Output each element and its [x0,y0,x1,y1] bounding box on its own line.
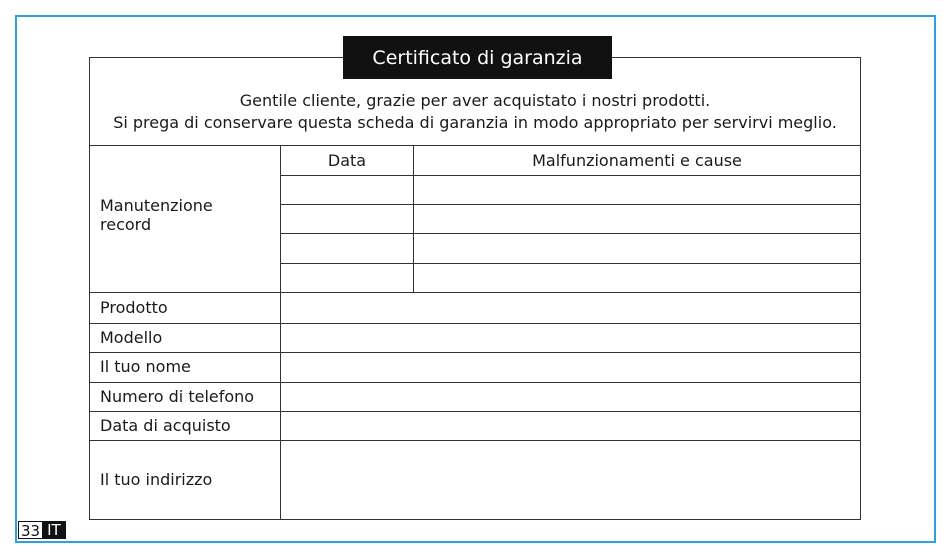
maintenance-row-line-3 [280,263,860,264]
intro-line-2: Si prega di conservare questa scheda di garanzia in modo appropriato per servirvi meglio. [113,113,837,132]
column-header-date: Data [327,151,367,170]
page-number-badge [18,521,66,539]
field-label-name: Il tuo nome [100,357,191,376]
intro-line-1: Gentile cliente, grazie per aver acquistato i nostri prodotti. [239,91,711,110]
warranty-card [89,57,861,520]
column-header-issues: Malfunzionamenti e cause [532,151,742,170]
field-line-product [90,323,860,324]
field-label-purchase-date: Data di acquisto [100,416,231,435]
page-number: 33 [18,521,42,539]
maintenance-label-line-1: Manutenzione [100,196,213,215]
language-code: IT [42,521,66,539]
field-line-purchase [90,440,860,441]
maintenance-label [100,196,213,234]
field-line-name [90,382,860,383]
field-label-phone: Numero di telefono [100,387,255,406]
certificate-title: Certificato di garanzia [343,36,612,79]
field-label-product: Prodotto [100,298,168,317]
field-label-address: Il tuo indirizzo [100,470,213,489]
maintenance-bottom-line [90,292,860,293]
maintenance-row-line-2 [280,233,860,234]
field-label-model: Modello [100,328,163,347]
label-column-divider [280,146,281,520]
maintenance-header-line [280,175,860,176]
maintenance-row-line-1 [280,204,860,205]
field-line-model [90,352,860,353]
maintenance-label-line-2: record [100,215,152,234]
field-line-phone [90,411,860,412]
